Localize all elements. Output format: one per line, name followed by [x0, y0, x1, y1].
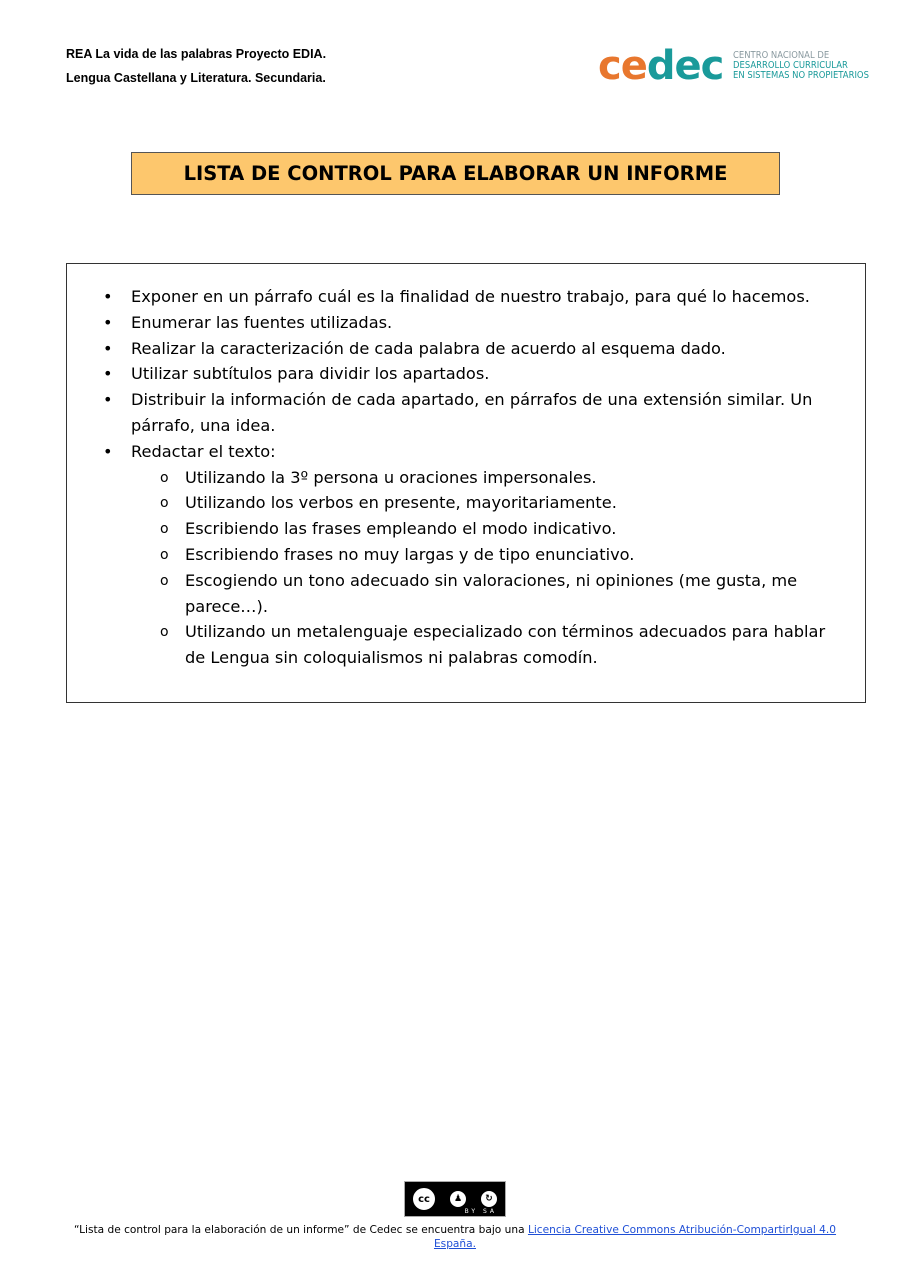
list-item: [103, 361, 843, 387]
logo-sub-3: EN SISTEMAS NO PROPIETARIOS: [733, 70, 870, 81]
header-line-1: REA La vida de las palabras Proyecto EDIA.: [66, 47, 327, 61]
checklist: [103, 284, 843, 671]
logo-subtitle: [733, 51, 869, 81]
checklist-box: [66, 263, 866, 703]
bullet-icon: •: [103, 364, 113, 384]
sa-label: SA: [482, 1208, 497, 1215]
cc-license-badge[interactable]: [404, 1181, 506, 1217]
circle-bullet-icon: o: [160, 495, 169, 512]
badge-labels: [465, 1208, 497, 1215]
list-item-text: Enumerar las fuentes utilizadas.: [131, 312, 393, 332]
sublist-item: [158, 465, 843, 491]
license-footer: [0, 1181, 910, 1251]
document-header: [66, 42, 326, 90]
sublist-item: [158, 542, 843, 568]
sublist-item-text: Escribiendo frases no muy largas y de tipo enunciativo.: [185, 544, 635, 564]
sublist-item-text: Escogiendo un tono adecuado sin valoraciones, ni opiniones (me gusta, me parece…).: [185, 570, 798, 616]
sa-icon: ↻: [479, 1189, 499, 1209]
list-item: [103, 387, 843, 439]
bullet-icon: •: [103, 390, 113, 410]
sublist-item-text: Utilizando un metalenguaje especializado con términos adecuados para hablar de Lengua sin coloquialismos ni palabras comodín.: [185, 622, 826, 668]
by-icon: ♟: [448, 1189, 468, 1209]
sublist-item: [158, 516, 843, 542]
logo-sub-1: CENTRO NACIONAL DE: [733, 50, 830, 61]
list-item-text: Distribuir la información de cada apartado, en párrafos de una extensión similar. Un párrafo, una idea.: [131, 390, 813, 435]
sublist-item: [158, 619, 843, 671]
circle-bullet-icon: o: [160, 469, 169, 486]
list-item: [103, 284, 843, 310]
list-item-text: Utilizar subtítulos para dividir los apartados.: [131, 364, 490, 384]
logo-word: [598, 43, 724, 89]
sublist-item: [158, 568, 843, 620]
list-item: [103, 336, 843, 362]
cedec-logo: [598, 43, 888, 89]
document-title: LISTA DE CONTROL PARA ELABORAR UN INFORME: [131, 152, 780, 195]
list-item-text: Redactar el texto:: [131, 441, 276, 461]
header-line-2: Lengua Castellana y Literatura. Secundaria.: [66, 71, 326, 85]
cc-icon: cc: [411, 1186, 437, 1212]
by-label: BY: [464, 1208, 479, 1215]
list-item: [103, 439, 843, 671]
list-item: [103, 310, 843, 336]
bullet-icon: •: [103, 287, 113, 306]
sublist-item-text: Utilizando los verbos en presente, mayoritariamente.: [185, 493, 617, 513]
circle-bullet-icon: o: [160, 572, 169, 589]
logo-sub-2: DESARROLLO CURRICULAR: [733, 60, 849, 71]
logo-word-part2: dec: [646, 43, 724, 89]
circle-bullet-icon: o: [160, 546, 169, 563]
bullet-icon: •: [103, 338, 113, 358]
license-text-prefix: “Lista de control para la elaboración de un informe” de Cedec se encuentra bajo una: [73, 1224, 528, 1236]
sublist-item-text: Utilizando la 3º persona u oraciones impersonales.: [185, 467, 597, 487]
license-link[interactable]: Licencia Creative Commons Atribución-CompartirIgual 4.0 España.: [433, 1224, 837, 1250]
bullet-icon: •: [103, 312, 113, 332]
circle-bullet-icon: o: [160, 624, 169, 641]
bullet-icon: •: [103, 441, 113, 461]
sublist-item-text: Escribiendo las frases empleando el modo indicativo.: [185, 519, 617, 539]
list-item-text: Exponer en un párrafo cuál es la finalidad de nuestro trabajo, para qué lo hacemos.: [131, 287, 810, 306]
license-text: [0, 1223, 910, 1251]
list-item-text: Realizar la caracterización de cada palabra de acuerdo al esquema dado.: [131, 338, 726, 358]
sublist: [131, 465, 843, 671]
circle-bullet-icon: o: [160, 521, 169, 538]
sublist-item: [158, 490, 843, 516]
logo-word-part1: ce: [598, 43, 647, 89]
